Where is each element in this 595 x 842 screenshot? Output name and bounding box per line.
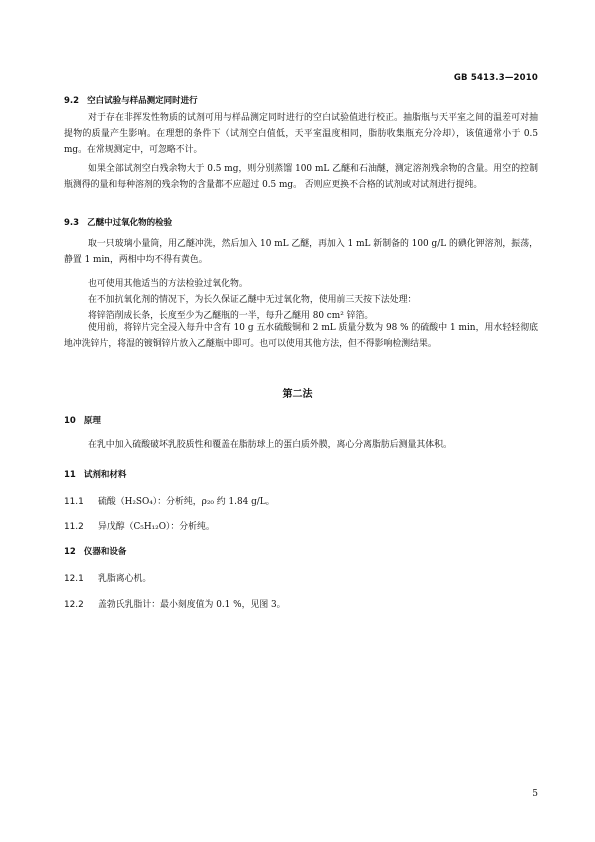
section-9-3-line-2: 也可使用其他适当的方法检验过氧化物。 — [88, 279, 248, 289]
section-11-heading — [64, 468, 126, 480]
section-9-3-line-3: 在不加抗氧化剂的情况下，为长久保证乙醚中无过氧化物，使用前三天按下法处理： — [88, 295, 417, 305]
section-9-3-paragraph-5: 使用前，将锌片完全浸入每升中含有 10 g 五水硫酸铜和 2 mL 质量分数为 98 % 的硫酸中 1 min，用水轻轻彻底地冲洗锌片，将湿的镀铜锌片放入乙醚瓶中即可。也可以使用其他方法，但不得影响检测结果。 — [64, 323, 538, 350]
item-12-2 — [64, 597, 286, 610]
item-11-1 — [64, 494, 275, 507]
section-9-3-paragraph-1: 取一只玻璃小量筒，用乙醚冲洗，然后加入 10 mL 乙醚，再加入 1 mL 新制备的 100 g/L 的碘化钾溶剂，振荡，静置 1 min，两相中均不得有黄色。 — [64, 239, 538, 266]
page-number: 5 — [532, 789, 538, 799]
section-number: 9.2 — [64, 96, 80, 106]
item-text: 硫酸（H₂SO₄）：分析纯，ρ₂₀ 约 1.84 g/L。 — [98, 497, 275, 507]
section-number: 11 — [64, 470, 76, 480]
method-2-title: 第二法 — [282, 389, 313, 400]
section-12-heading — [64, 545, 126, 557]
item-number: 12.1 — [64, 574, 84, 584]
item-text: 盖勃氏乳脂计：最小刻度值为 0.1 %，见图 3。 — [98, 600, 286, 610]
section-9-3-heading — [64, 216, 172, 228]
section-10-heading — [64, 414, 101, 426]
item-11-2 — [64, 519, 215, 532]
item-number: 11.1 — [64, 497, 84, 507]
section-9-2-paragraph-1: 对于存在非挥发性物质的试剂可用与样品测定同时进行的空白试验值进行校正。抽脂瓶与天平室之间的温差可对抽提物的质量产生影响。在理想的条件下（试剂空白值低，天平室温度相同，脂肪收集瓶充分冷却），该值通常小于 0.5 mg。在常规测定中，可忽略不计。 — [64, 113, 538, 156]
section-number: 12 — [64, 547, 76, 557]
section-9-2-paragraph-2: 如果全部试剂空白残余物大于 0.5 mg，则分别蒸馏 100 mL 乙醚和石油醚，测定溶剂残余物的含量。用空的控制瓶测得的量和每种溶剂的残余物的含量都不应超过 0.5 mg。 否则应更换不合格的试剂或对试剂进行提纯。 — [64, 164, 538, 191]
section-9-2-heading — [64, 94, 198, 106]
section-title: 试剂和材料 — [83, 470, 127, 480]
item-12-1 — [64, 571, 151, 584]
section-title: 原理 — [83, 416, 101, 426]
section-title: 仪器和设备 — [83, 547, 127, 557]
section-title: 乙醚中过氧化物的检验 — [87, 218, 173, 228]
item-text: 乳脂离心机。 — [98, 574, 152, 584]
item-number: 11.2 — [64, 522, 84, 532]
standard-number: GB 5413.3—2010 — [453, 73, 538, 83]
section-title: 空白试验与样品测定同时进行 — [87, 96, 198, 106]
section-number: 10 — [64, 416, 76, 426]
section-9-3-line-4: 将锌箔削成长条，长度至少为乙醚瓶的一半，每升乙醚用 80 cm² 锌箔。 — [88, 311, 374, 321]
section-number: 9.3 — [64, 218, 80, 228]
item-text: 异戊醇（C₅H₁₂O）：分析纯。 — [98, 522, 215, 532]
item-number: 12.2 — [64, 600, 84, 610]
section-10-paragraph: 在乳中加入硫酸破坏乳胶质性和覆盖在脂肪球上的蛋白质外膜，离心分离脂肪后测量其体积。 — [88, 440, 452, 450]
